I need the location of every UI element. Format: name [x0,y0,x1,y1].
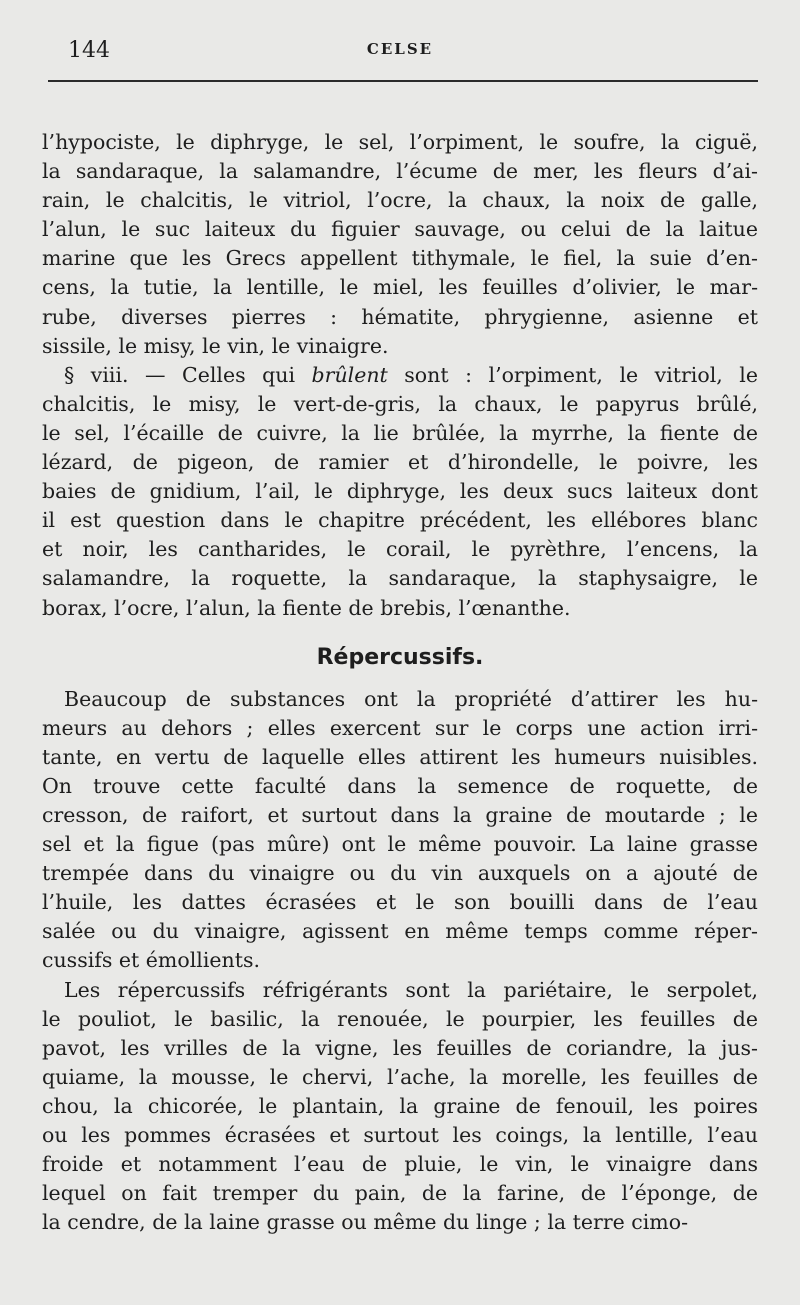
text-line: cens, la tutie, la lentille, le miel, les feuilles d’olivier, le mar- [42,275,758,300]
header-rule [48,80,758,82]
text-block-after-heading [42,685,758,1238]
text-line: salamandre, la roquette, la sandaraque, la staphysaigre, le [42,566,758,591]
text-line: lequel on fait tremper du pain, de la farine, de l’éponge, de [42,1181,758,1206]
body-text [42,128,758,1237]
text-line: cussifs et émollients. [42,948,260,973]
text-line: marine que les Grecs appellent tithymale, le fiel, la suie d’en- [42,246,758,271]
text-line: salée ou du vinaigre, agissent en même temps comme réper- [42,919,758,944]
text-line: la sandaraque, la salamandre, l’écume de mer, les fleurs d’ai- [42,159,758,184]
text-line: l’alun, le suc laiteux du figuier sauvage, ou celui de la laitue [42,217,758,242]
text-line: meurs au dehors ; elles exercent sur le corps une action irri- [42,715,758,740]
emphasis: brûlent [311,362,388,387]
text-line: chou, la chicorée, le plantain, la graine de fenouil, les poires [42,1093,758,1118]
paragraph [42,128,758,361]
text-line: borax, l’ocre, l’alun, la fiente de brebis, l’œnanthe. [42,595,571,620]
section-heading: Répercussifs. [316,644,484,670]
text-line: rain, le chalcitis, le vitriol, l’ocre, la chaux, la noix de galle, [42,188,758,213]
text-line: tante, en vertu de laquelle elles attirent les humeurs nuisibles. [42,744,758,769]
text-line: sissile, le misy, le vin, le vinaigre. [42,333,389,358]
paragraph [42,685,758,976]
text-line: cresson, de raifort, et surtout dans la graine de moutarde ; le [42,802,758,827]
text-line: rube, diverses pierres : hématite, phrygienne, asienne et [42,304,758,329]
text-line: Les répercussifs réfrigérants sont la pariétaire, le serpolet, [64,977,758,1002]
text-line: baies de gnidium, l’ail, le diphryge, les deux sucs laiteux dont [42,479,758,504]
page-number: 144 [68,38,110,63]
running-title: CELSE [366,40,434,58]
paragraph [42,976,758,1238]
text-line: § viii. — Celles qui brûlent sont : l’orpiment, le vitriol, le [64,362,758,387]
text-line: Beaucoup de substances ont la propriété d’attirer les hu- [64,686,758,711]
text-line: sel et la figue (pas mûre) ont le même pouvoir. La laine grasse [42,832,758,857]
text-line: l’huile, les dattes écrasées et le son bouilli dans de l’eau [42,890,758,915]
text-line: trempée dans du vinaigre ou du vin auxquels on a ajouté de [42,861,758,886]
text-line: et noir, les cantharides, le corail, le pyrèthre, l’encens, la [42,537,758,562]
text-line: le pouliot, le basilic, la renouée, le pourpier, les feuilles de [42,1006,758,1031]
text-line: le sel, l’écaille de cuivre, la lie brûlée, la myrrhe, la fiente de [42,420,758,445]
text-line: pavot, les vrilles de la vigne, les feuilles de coriandre, la jus- [42,1035,758,1060]
text-line: quiame, la mousse, le chervi, l’ache, la morelle, les feuilles de [42,1064,758,1089]
text-line: il est question dans le chapitre précédent, les ellébores blanc [42,508,758,533]
text-block-before-heading [42,128,758,623]
text-line: lézard, de pigeon, de ramier et d’hirondelle, le poivre, les [42,450,758,475]
running-head [42,30,758,70]
text-line: froide et notamment l’eau de pluie, le vin, le vinaigre dans [42,1152,758,1177]
text-line: chalcitis, le misy, le vert-de-gris, la chaux, le papyrus brûlé, [42,391,758,416]
text-line: l’hypociste, le diphryge, le sel, l’orpiment, le soufre, la ciguë, [42,130,758,154]
text-line: On trouve cette faculté dans la semence de roquette, de [42,773,758,798]
text-line: ou les pommes écrasées et surtout les coings, la lentille, l’eau [42,1123,758,1147]
text-line: la cendre, de la laine grasse ou même du linge ; la terre cimo- [42,1210,689,1235]
paragraph [42,361,758,623]
